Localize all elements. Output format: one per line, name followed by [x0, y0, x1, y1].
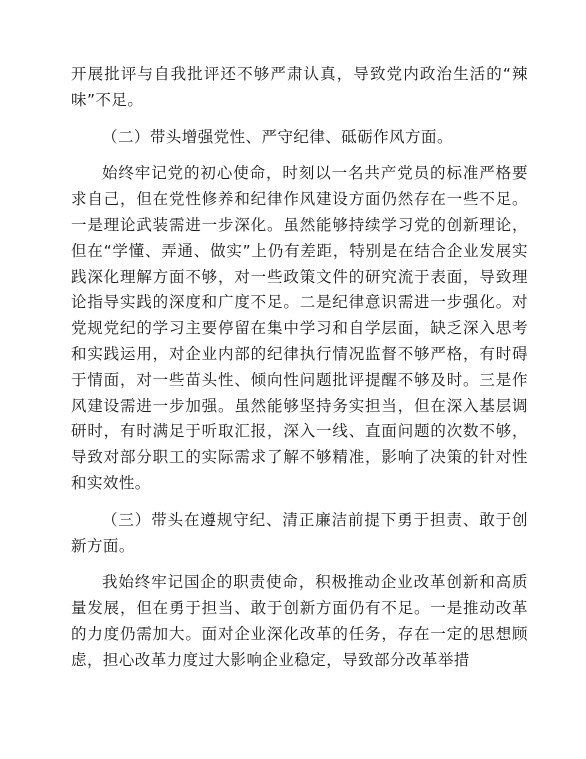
- body-paragraph: 我始终牢记国企的职责使命，积极推动企业改革创新和高质量发展，但在勇于担当、敢于创新方面仍有不足。一是推动改革的力度仍需加大。面对企业深化改革的任务，存在一定的思想顾虑，担心改革力度过大影响企业稳定，导致部分改革举措: [71, 573, 528, 669]
- section-heading-3: （三）带头在遵规守纪、清正廉洁前提下勇于担责、敢于创新方面。: [71, 510, 528, 555]
- section-heading-2: （二）带头增强党性、严守纪律、砥砺作风方面。: [102, 127, 453, 146]
- body-paragraph-continued: 开展批评与自我批评还不够严肃认真，导致党内政治生活的“辣味”不足。: [71, 65, 528, 109]
- body-paragraph: 始终牢记党的初心使命，时刻以一名共产党员的标准严格要求自己，但在党性修养和纪律作风建设方面仍然存在一些不足。一是理论武装需进一步深化。虽然能够持续学习党的创新理论，但在“学懂、弄通、做实”上仍有差距，特别是在结合企业发展实践深化理解方面不够，对一些政策文件的研究流于表面，导致理论指导实践的深度和广度不足。二是纪律意识需进一步强化。对党规党纪的学习主要停留在集中学习和自学层面，缺乏深入思考和实践运用，对企业内部的纪律执行情况监督不够严格，有时碍于情面，对一些苗头性、倾向性问题批评提醒不够及时。三是作风建设需进一步加强。虽然能够坚持务实担当，但在深入基层调研时，有时满足于听取汇报，深入一线、直面问题的次数不够，导致对部分职工的实际需求了解不够精准，影响了决策的针对性和实效性。: [71, 164, 528, 492]
